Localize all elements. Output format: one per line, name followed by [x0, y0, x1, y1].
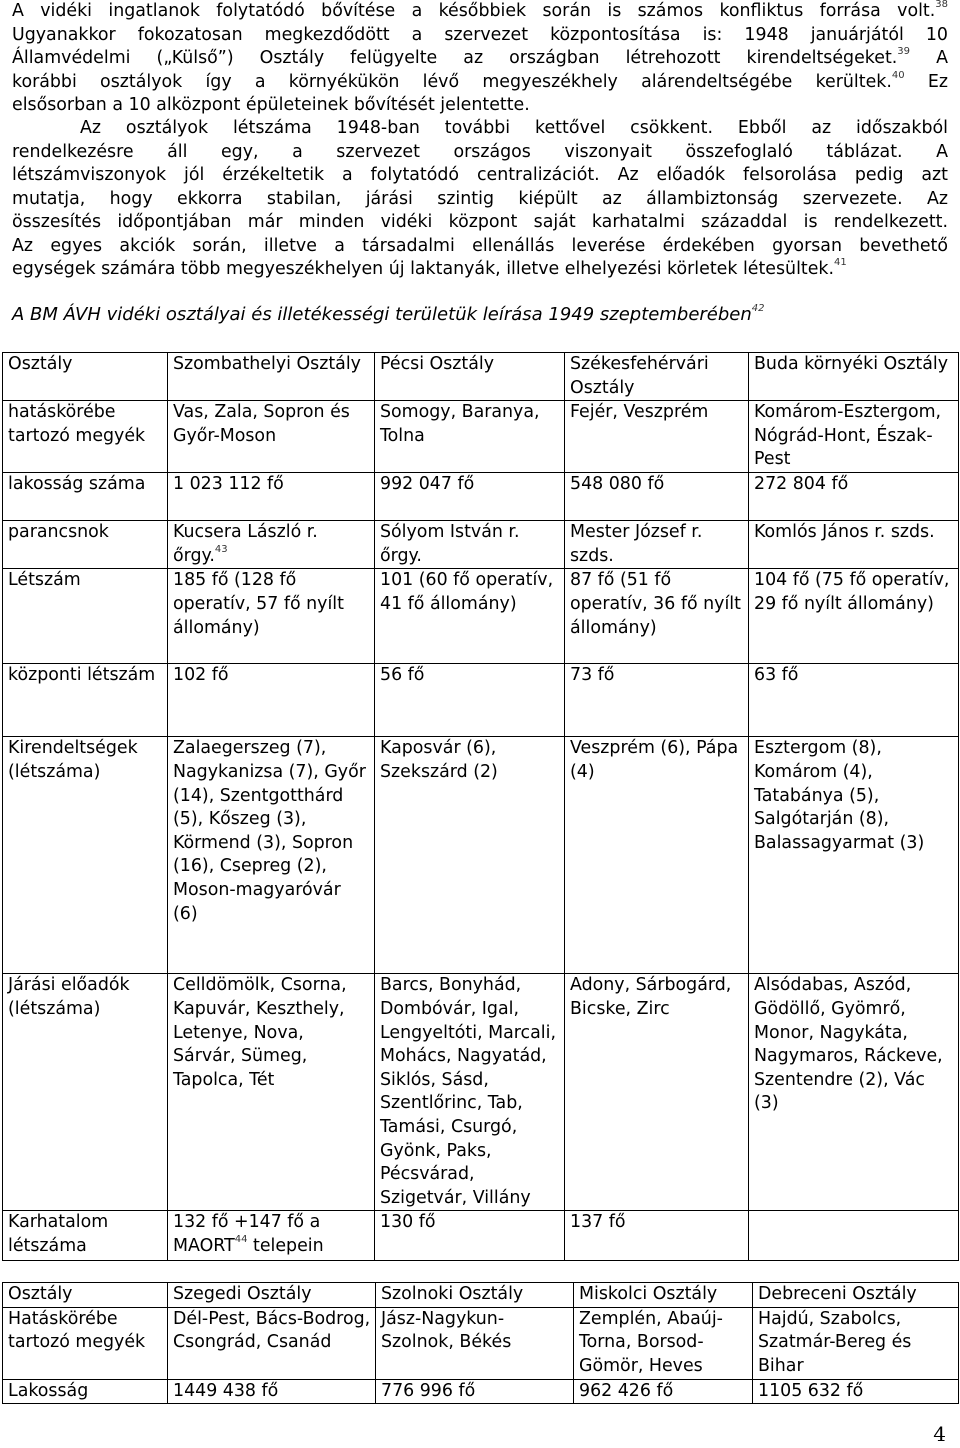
- table-cell: Kaposvár (6), Szekszárd (2): [375, 737, 565, 974]
- table-cell: Veszprém (6), Pápa (4): [565, 737, 749, 974]
- table-cell: 1105 632 fő: [753, 1379, 959, 1404]
- text-line: Az osztályok létszáma 1948-ban további kettővel csökkent. Ebből az időszakból: [80, 118, 948, 138]
- table-cell: Szegedi Osztály: [168, 1283, 376, 1308]
- departments-table-1: [2, 352, 959, 1261]
- text-line: Államvédelmi („Külső”) Osztály felügyelte az országban létrehozott kirendeltségeket.$^{39}$ A: [12, 46, 948, 68]
- table-cell: Hajdú, Szabolcs, Szatmár-Bereg és Bihar: [753, 1307, 959, 1379]
- text-line: összesítés időpontjában már minden vidéki központ saját karhatalmi századdal is rendelkezett.: [12, 212, 948, 232]
- text-line: rendelkezésre áll egy, a szervezet országos viszonyait összefoglaló táblázat. A: [12, 141, 948, 162]
- text-line: Az egyes akciók során, illetve a társadalmi ellenállás leverése érdekében gyorsan bevethető: [12, 235, 948, 256]
- page-number: 4: [933, 1422, 946, 1446]
- table-cell: Esztergom (8), Komárom (4), Tatabánya (5), Salgótarján (8), Balassagyarmat (3): [749, 737, 959, 974]
- table-cell: 101 (60 fő operatív, 41 fő állomány): [375, 569, 565, 664]
- table-cell: 272 804 fő: [749, 473, 959, 521]
- table-row: [3, 569, 959, 664]
- table-cell: 87 fő (51 fő operatív, 36 fő nyílt állomány): [565, 569, 749, 664]
- footnote-ref[interactable]: 44: [234, 1233, 248, 1245]
- table-cell: Dél-Pest, Bács-Bodrog, Csongrád, Csanád: [168, 1307, 376, 1379]
- table-cell: 132 fő +147 fő a MAORT$^{44}$ telepein: [168, 1211, 375, 1261]
- table-row: [3, 737, 959, 974]
- table-cell: Barcs, Bonyhád, Dombóvár, Igal, Lengyeltóti, Marcali, Mohács, Nagyatád, Siklós, Sásd, Szentlőrinc, Tab, Tamási, Csurgó, Gyönk, Paks, Pécsvárad, Szigetvár, Villány: [375, 974, 565, 1211]
- table-row: [3, 401, 959, 473]
- table-cell: 992 047 fő: [375, 473, 565, 521]
- text-line: korábbi osztályok így a környékükön lévő megyeszékhely alárendeltségébe kerültek.$^{40}$ Ez: [12, 69, 949, 92]
- table-cell: Somogy, Baranya, Tolna: [375, 401, 565, 473]
- table-cell: 137 fő: [565, 1211, 749, 1261]
- footnote-ref[interactable]: 43: [214, 543, 228, 555]
- row-label: Járási előadók (létszáma): [3, 974, 168, 1211]
- table-cell: 73 fő: [565, 664, 749, 737]
- departments-table-2: [2, 1282, 959, 1404]
- text-line: Ugyanakkor fokozatosan megkezdődött a szervezet központosítása is: 1948 januárjától 10: [12, 24, 948, 45]
- row-label: Létszám: [3, 569, 168, 664]
- table-cell: 102 fő: [168, 664, 375, 737]
- text-line: mutatja, hogy ekkorra stabilan, járási szintig kiépült az állambiztonság szervezete. Az: [12, 188, 948, 209]
- footnote-ref[interactable]: 40: [891, 69, 905, 81]
- table-cell: Szolnoki Osztály: [376, 1283, 574, 1308]
- table-cell: Pécsi Osztály: [375, 353, 565, 401]
- row-label: parancsnok: [3, 521, 168, 569]
- row-label: lakosság száma: [3, 473, 168, 521]
- table-cell: Vas, Zala, Sopron és Győr-Moson: [168, 401, 375, 473]
- row-label: Hatáskörébe tartozó megyék: [3, 1307, 168, 1379]
- table-row: [3, 974, 959, 1211]
- table-row: [3, 1283, 959, 1308]
- footnote-ref[interactable]: 38: [935, 0, 948, 10]
- table-row: [3, 521, 959, 569]
- table-cell: Miskolci Osztály: [574, 1283, 753, 1308]
- table-cell: Zalaegerszeg (7), Nagykanizsa (7), Győr (14), Szentgotthárd (5), Kőszeg (3), Körmend (3), Sopron (16), Csepreg (2), Moson-magyaróvár (6): [168, 737, 375, 974]
- row-label: Osztály: [3, 1283, 168, 1308]
- row-label: Osztály: [3, 353, 168, 401]
- row-label: Kirendeltségek (létszáma): [3, 737, 168, 974]
- text-line: létszámviszonyok jól érzékeltetik a folytatódó centralizációt. Az előadók felsorolása pedig azt: [12, 165, 948, 185]
- table-cell: Sólyom István r. őrgy.: [375, 521, 565, 569]
- table-cell: Komlós János r. szds.: [749, 521, 959, 569]
- table-cell: Komárom-Esztergom, Nógrád-Hont, Észak-Pest: [749, 401, 959, 473]
- table-cell: 962 426 fő: [574, 1379, 753, 1404]
- text-line: egységek számára több megyeszékhelyen új laktanyák, illetve elhelyezési körletek létesültek.$^{41}$: [12, 257, 847, 279]
- table-row: [3, 1211, 959, 1261]
- table-cell: Buda környéki Osztály: [749, 353, 959, 401]
- row-label: Karhatalom létszáma: [3, 1211, 168, 1261]
- paragraph-1: [12, 0, 948, 118]
- table-cell: 548 080 fő: [565, 473, 749, 521]
- table-cell: Alsódabas, Aszód, Gödöllő, Gyömrő, Monor, Nagykáta, Nagymaros, Ráckeve, Szentendre (2), Vác (3): [749, 974, 959, 1211]
- text-line: A vidéki ingatlanok folytatódó bővítése a későbbiek során is számos konfliktus forrása volt.$^{38}$: [12, 0, 948, 21]
- table-cell: 185 fő (128 fő operatív, 57 fő nyílt állomány): [168, 569, 375, 664]
- row-label: Lakosság: [3, 1379, 168, 1404]
- row-label: központi létszám: [3, 664, 168, 737]
- table-row: [3, 473, 959, 521]
- table-cell: Székesfehérvári Osztály: [565, 353, 749, 401]
- table-row: [3, 664, 959, 737]
- table-cell: 130 fő: [375, 1211, 565, 1261]
- table-row: [3, 1307, 959, 1379]
- table-cell: [749, 1211, 959, 1261]
- table-cell: Mester József r. szds.: [565, 521, 749, 569]
- table-caption: A BM ÁVH vidéki osztályai és illetékességi területük leírása 1949 szeptemberében$^{42}$: [12, 303, 765, 325]
- table-cell: Zemplén, Abaúj-Torna, Borsod-Gömör, Heves: [574, 1307, 753, 1379]
- table-cell: 104 fő (75 fő operatív, 29 fő nyílt állomány): [749, 569, 959, 664]
- footnote-ref[interactable]: 41: [834, 257, 847, 268]
- text-line: elsősorban a 10 alközpont épületeinek bővítését jelentette.: [12, 95, 530, 115]
- table-cell: 776 996 fő: [376, 1379, 574, 1404]
- paragraph-2: [12, 117, 948, 282]
- table-cell: 63 fő: [749, 664, 959, 737]
- table-row: [3, 1379, 959, 1404]
- table-cell: 1449 438 fő: [168, 1379, 376, 1404]
- footnote-ref[interactable]: 42: [751, 303, 765, 314]
- table-cell: Szombathelyi Osztály: [168, 353, 375, 401]
- table-cell: Kucsera László r. őrgy.$^{43}$: [168, 521, 375, 569]
- table-cell: Jász-Nagykun-Szolnok, Békés: [376, 1307, 574, 1379]
- row-label: hatáskörébe tartozó megyék: [3, 401, 168, 473]
- table-cell: Fejér, Veszprém: [565, 401, 749, 473]
- table-row: [3, 353, 959, 401]
- table-cell: Adony, Sárbogárd, Bicske, Zirc: [565, 974, 749, 1211]
- table-cell: 56 fő: [375, 664, 565, 737]
- table-cell: Debreceni Osztály: [753, 1283, 959, 1308]
- table-cell: Celldömölk, Csorna, Kapuvár, Keszthely, Letenye, Nova, Sárvár, Sümeg, Tapolca, Tét: [168, 974, 375, 1211]
- table-cell: 1 023 112 fő: [168, 473, 375, 521]
- footnote-ref[interactable]: 39: [897, 46, 911, 57]
